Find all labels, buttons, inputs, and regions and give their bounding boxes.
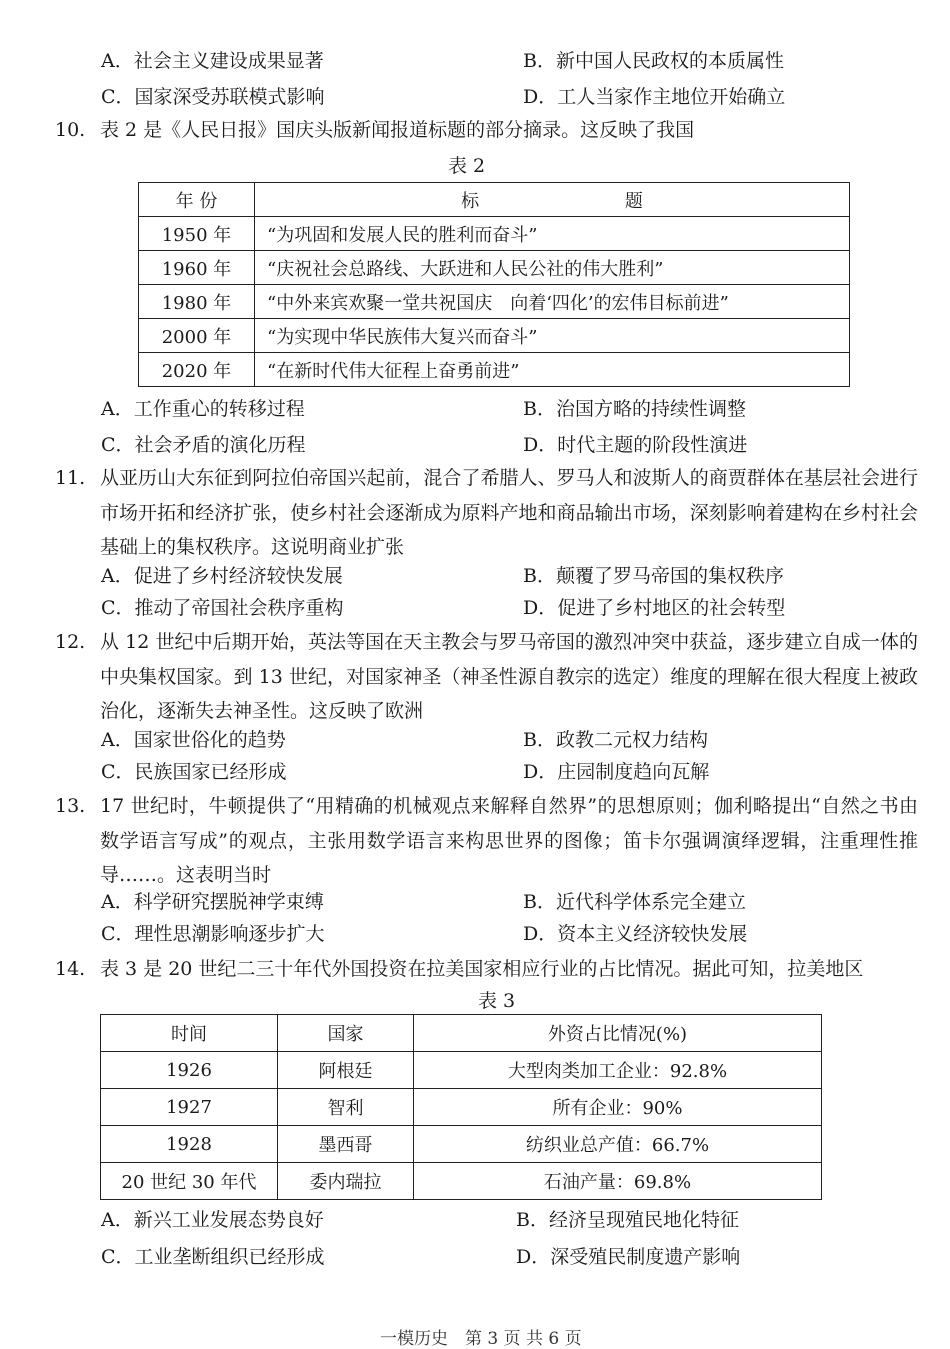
q14-stem: 表 3 是 20 世纪二三十年代外国投资在拉美国家相应行业的占比情况。据此可知，拉美地区 xyxy=(100,958,864,980)
table-cell-time: 20 世纪 30 年代 xyxy=(101,1163,278,1200)
q14-option-b[interactable]: B．经济呈现殖民地化特征 xyxy=(516,1209,739,1231)
table-row xyxy=(139,251,850,285)
q11-option-b[interactable]: B．颠覆了罗马帝国的集权秩序 xyxy=(523,565,784,587)
table-row xyxy=(139,353,850,387)
table-header-share: 外资占比情况(%) xyxy=(414,1015,822,1052)
table-row xyxy=(101,1089,822,1126)
q10-option-a[interactable]: A．工作重心的转移过程 xyxy=(101,398,305,420)
table-cell-share: 所有企业：90% xyxy=(414,1089,822,1126)
q10-table-caption: 表 2 xyxy=(448,155,486,177)
q14-option-c[interactable]: C．工业垄断组织已经形成 xyxy=(101,1246,325,1268)
q10-option-d[interactable]: D．时代主题的阶段性演进 xyxy=(523,434,748,456)
q14-table-caption: 表 3 xyxy=(478,990,516,1012)
q13-number: 13. xyxy=(55,795,86,817)
q12-option-a[interactable]: A．国家世俗化的趋势 xyxy=(101,729,286,751)
table-cell-year: 2000 年 xyxy=(139,319,255,353)
q10-option-c[interactable]: C．社会矛盾的演化历程 xyxy=(101,434,306,456)
q10-number: 10. xyxy=(55,119,86,141)
table-header-row xyxy=(139,183,850,217)
table-cell-title: “中外来宾欢聚一堂共祝国庆 向着‘四化’的宏伟目标前进” xyxy=(255,285,850,319)
q13-option-a[interactable]: A．科学研究摆脱神学束缚 xyxy=(101,891,324,913)
q14-option-a[interactable]: A．新兴工业发展态势良好 xyxy=(101,1209,324,1231)
page-footer: 一模历史 第 3 页 共 6 页 xyxy=(380,1329,582,1349)
q12-option-c[interactable]: C．民族国家已经形成 xyxy=(101,761,287,783)
q14-number: 14. xyxy=(55,958,86,980)
q14-option-d[interactable]: D．深受殖民制度遗产影响 xyxy=(516,1246,741,1268)
table-cell-year: 1960 年 xyxy=(139,251,255,285)
table-cell-title: “为巩固和发展人民的胜利而奋斗” xyxy=(255,217,850,251)
q9-option-c[interactable]: C．国家深受苏联模式影响 xyxy=(101,86,325,108)
table-row xyxy=(139,217,850,251)
q13-option-b[interactable]: B．近代科学体系完全建立 xyxy=(523,891,746,913)
q11-stem: 从亚历山大东征到阿拉伯帝国兴起前，混合了希腊人、罗马人和波斯人的商贾群体在基层社会进行市场开拓和经济扩张，使乡村社会逐渐成为原料产地和商品输出市场，深刻影响着建构在乡村社会基础上的集权秩序。这说明商业扩张 xyxy=(100,467,918,558)
table-cell-time: 1926 xyxy=(101,1052,278,1089)
q11-option-d[interactable]: D．促进了乡村地区的社会转型 xyxy=(523,597,786,619)
q12-number: 12. xyxy=(55,631,86,653)
q13-stem: 17 世纪时，牛顿提供了“用精确的机械观点来解释自然界”的思想原则；伽利略提出“自然之书由数学语言写成”的观点，主张用数学语言来构思世界的图像；笛卡尔强调演绎逻辑，注重理性推导……。这表明当时 xyxy=(100,795,918,886)
table-header-title: 标 题 xyxy=(255,183,850,217)
table-cell-title: “为实现中华民族伟大复兴而奋斗” xyxy=(255,319,850,353)
table-header-year: 年 份 xyxy=(139,183,255,217)
table-cell-country: 墨西哥 xyxy=(278,1126,414,1163)
table-cell-year: 2020 年 xyxy=(139,353,255,387)
q11-option-a[interactable]: A．促进了乡村经济较快发展 xyxy=(101,565,343,587)
q14-table xyxy=(100,1014,822,1200)
q9-option-d[interactable]: D．工人当家作主地位开始确立 xyxy=(523,86,786,108)
table-row xyxy=(139,285,850,319)
table-cell-share: 纺织业总产值：66.7% xyxy=(414,1126,822,1163)
table-header-row xyxy=(101,1015,822,1052)
q12-option-b[interactable]: B．政教二元权力结构 xyxy=(523,729,708,751)
table-row xyxy=(101,1126,822,1163)
table-cell-share: 大型肉类加工企业：92.8% xyxy=(414,1052,822,1089)
q10-table xyxy=(138,182,850,387)
q11-option-c[interactable]: C．推动了帝国社会秩序重构 xyxy=(101,597,344,619)
q12-stem: 从 12 世纪中后期开始，英法等国在天主教会与罗马帝国的激烈冲突中获益，逐步建立自成一体的中央集权国家。到 13 世纪，对国家神圣（神圣性源自教宗的选定）维度的理解在很大程度上被政治化，逐渐失去神圣性。这反映了欧洲 xyxy=(100,631,918,722)
table-cell-country: 阿根廷 xyxy=(278,1052,414,1089)
table-header-time: 时间 xyxy=(101,1015,278,1052)
table-cell-country: 智利 xyxy=(278,1089,414,1126)
q10-stem: 表 2 是《人民日报》国庆头版新闻报道标题的部分摘录。这反映了我国 xyxy=(100,119,695,141)
table-row xyxy=(101,1052,822,1089)
table-cell-country: 委内瑞拉 xyxy=(278,1163,414,1200)
q13-option-d[interactable]: D．资本主义经济较快发展 xyxy=(523,923,748,945)
table-cell-title: “在新时代伟大征程上奋勇前进” xyxy=(255,353,850,387)
table-row xyxy=(139,319,850,353)
table-cell-time: 1928 xyxy=(101,1126,278,1163)
table-cell-share: 石油产量：69.8% xyxy=(414,1163,822,1200)
q11-number: 11. xyxy=(55,467,86,489)
table-row xyxy=(101,1163,822,1200)
table-cell-year: 1980 年 xyxy=(139,285,255,319)
table-header-country: 国家 xyxy=(278,1015,414,1052)
table-cell-time: 1927 xyxy=(101,1089,278,1126)
q13-option-c[interactable]: C．理性思潮影响逐步扩大 xyxy=(101,923,325,945)
table-cell-year: 1950 年 xyxy=(139,217,255,251)
q10-option-b[interactable]: B．治国方略的持续性调整 xyxy=(523,398,746,420)
q9-option-b[interactable]: B．新中国人民政权的本质属性 xyxy=(523,50,784,72)
table-cell-title: “庆祝社会总路线、大跃进和人民公社的伟大胜利” xyxy=(255,251,850,285)
q9-option-a[interactable]: A．社会主义建设成果显著 xyxy=(101,50,324,72)
q12-option-d[interactable]: D．庄园制度趋向瓦解 xyxy=(523,761,710,783)
